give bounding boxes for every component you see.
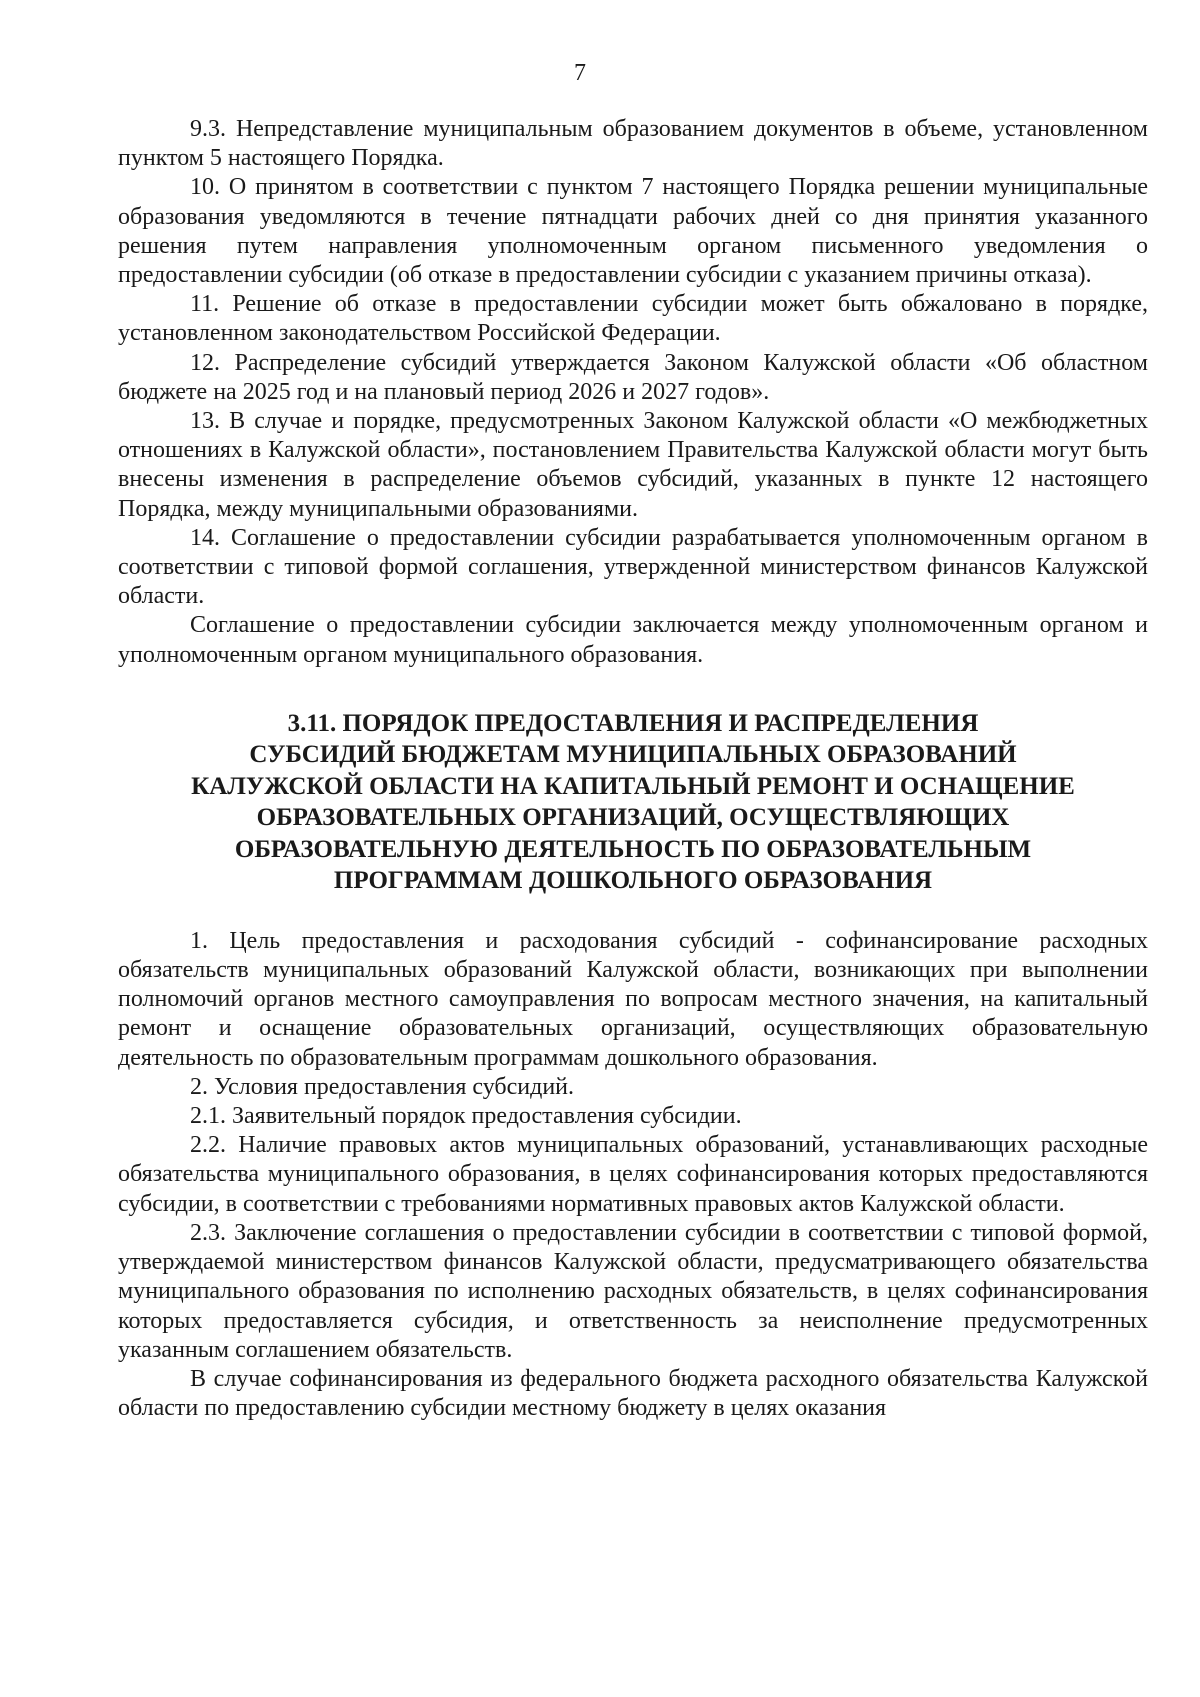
paragraph-13: 13. В случае и порядке, предусмотренных Законом Калужской области «О межбюджетных отношениях в Калужской области», постановлением Правительства Калужской области могут быть внесены изменения в распределение объемов субсидий, указанных в пункте 12 настоящего Порядка, между муниципальными образованиями.	[118, 408, 1148, 522]
paragraph-cofinancing: В случае софинансирования из федерального бюджета расходного обязательства Калужской области по предоставлению субсидии местному бюджету в целях оказания	[118, 1365, 1148, 1422]
document-body	[118, 115, 1148, 1423]
paragraph-1: 1. Цель предоставления и расходования субсидий - софинансирование расходных обязательств муниципальных образований Калужской области, возникающих при выполнении полномочий органов местного самоуправления по вопросам местного значения, на капитальный ремонт и оснащение образовательных организаций, осуществляющих образовательную деятельность по образовательным программам дошкольного образования.	[118, 927, 1148, 1071]
paragraph-2-1: 2.1. Заявительный порядок предоставления субсидии.	[190, 1103, 742, 1130]
paragraph-agreement: Соглашение о предоставлении субсидии заключается между уполномоченным органом и уполномоченным органом муниципального образования.	[118, 612, 1148, 668]
paragraph-12: 12. Распределение субсидий утверждается Законом Калужской области «Об областном бюджете на 2025 год и на плановый период 2026 и 2027 годов».	[118, 349, 1148, 405]
heading-line: КАЛУЖСКОЙ ОБЛАСТИ НА КАПИТАЛЬНЫЙ РЕМОНТ И ОСНАЩЕНИЕ	[191, 772, 1075, 800]
paragraph-14: 14. Соглашение о предоставлении субсидии разрабатывается уполномоченным органом в соответствии с типовой формой соглашения, утвержденной министерством финансов Калужской области.	[118, 524, 1148, 610]
paragraph-10: 10. О принятом в соответствии с пунктом 7 настоящего Порядка решении муниципальные образования уведомляются в течение пятнадцати рабочих дней со дня принятия указанного решения путем направления уполномоченным органом письменного уведомления о предоставлении субсидии (об отказе в предоставлении субсидии с указанием причины отказа).	[118, 174, 1148, 289]
page-number: 7	[574, 60, 586, 86]
heading-line: ОБРАЗОВАТЕЛЬНУЮ ДЕЯТЕЛЬНОСТЬ ПО ОБРАЗОВАТЕЛЬНЫМ	[234, 835, 1032, 863]
heading-line: СУБСИДИЙ БЮДЖЕТАМ МУНИЦИПАЛЬНЫХ ОБРАЗОВАНИЙ	[249, 741, 1017, 769]
heading-line: 3.11. ПОРЯДОК ПРЕДОСТАВЛЕНИЯ И РАСПРЕДЕЛЕНИЯ	[287, 709, 979, 737]
paragraph-9-3: 9.3. Непредставление муниципальным образованием документов в объеме, установленном пунктом 5 настоящего Порядка.	[118, 116, 1148, 172]
heading-line: ОБРАЗОВАТЕЛЬНЫХ ОРГАНИЗАЦИЙ, ОСУЩЕСТВЛЯЮЩИХ	[256, 804, 1010, 832]
paragraph-2: 2. Условия предоставления субсидий.	[190, 1073, 575, 1100]
heading-line: ПРОГРАММАМ ДОШКОЛЬНОГО ОБРАЗОВАНИЯ	[333, 867, 933, 895]
section-heading	[118, 708, 1148, 897]
paragraph-2-2: 2.2. Наличие правовых актов муниципальных образований, устанавливающих расходные обязательства муниципального образования, в целях софинансирования которых предоставляются субсидии, в соответствии с требованиями нормативных правовых актов Калужской области.	[118, 1132, 1148, 1217]
paragraph-2-3: 2.3. Заключение соглашения о предоставлении субсидии в соответствии с типовой формой, утверждаемой министерством финансов Калужской области, предусматривающего обязательства муниципального образования по исполнению расходных обязательств, в целях софинансирования которых предоставляется субсидия, и ответственность за неисполнение предусмотренных указанным соглашением обязательств.	[118, 1219, 1148, 1363]
paragraph-11: 11. Решение об отказе в предоставлении субсидии может быть обжаловано в порядке, установленном законодательством Российской Федерации.	[118, 291, 1148, 347]
